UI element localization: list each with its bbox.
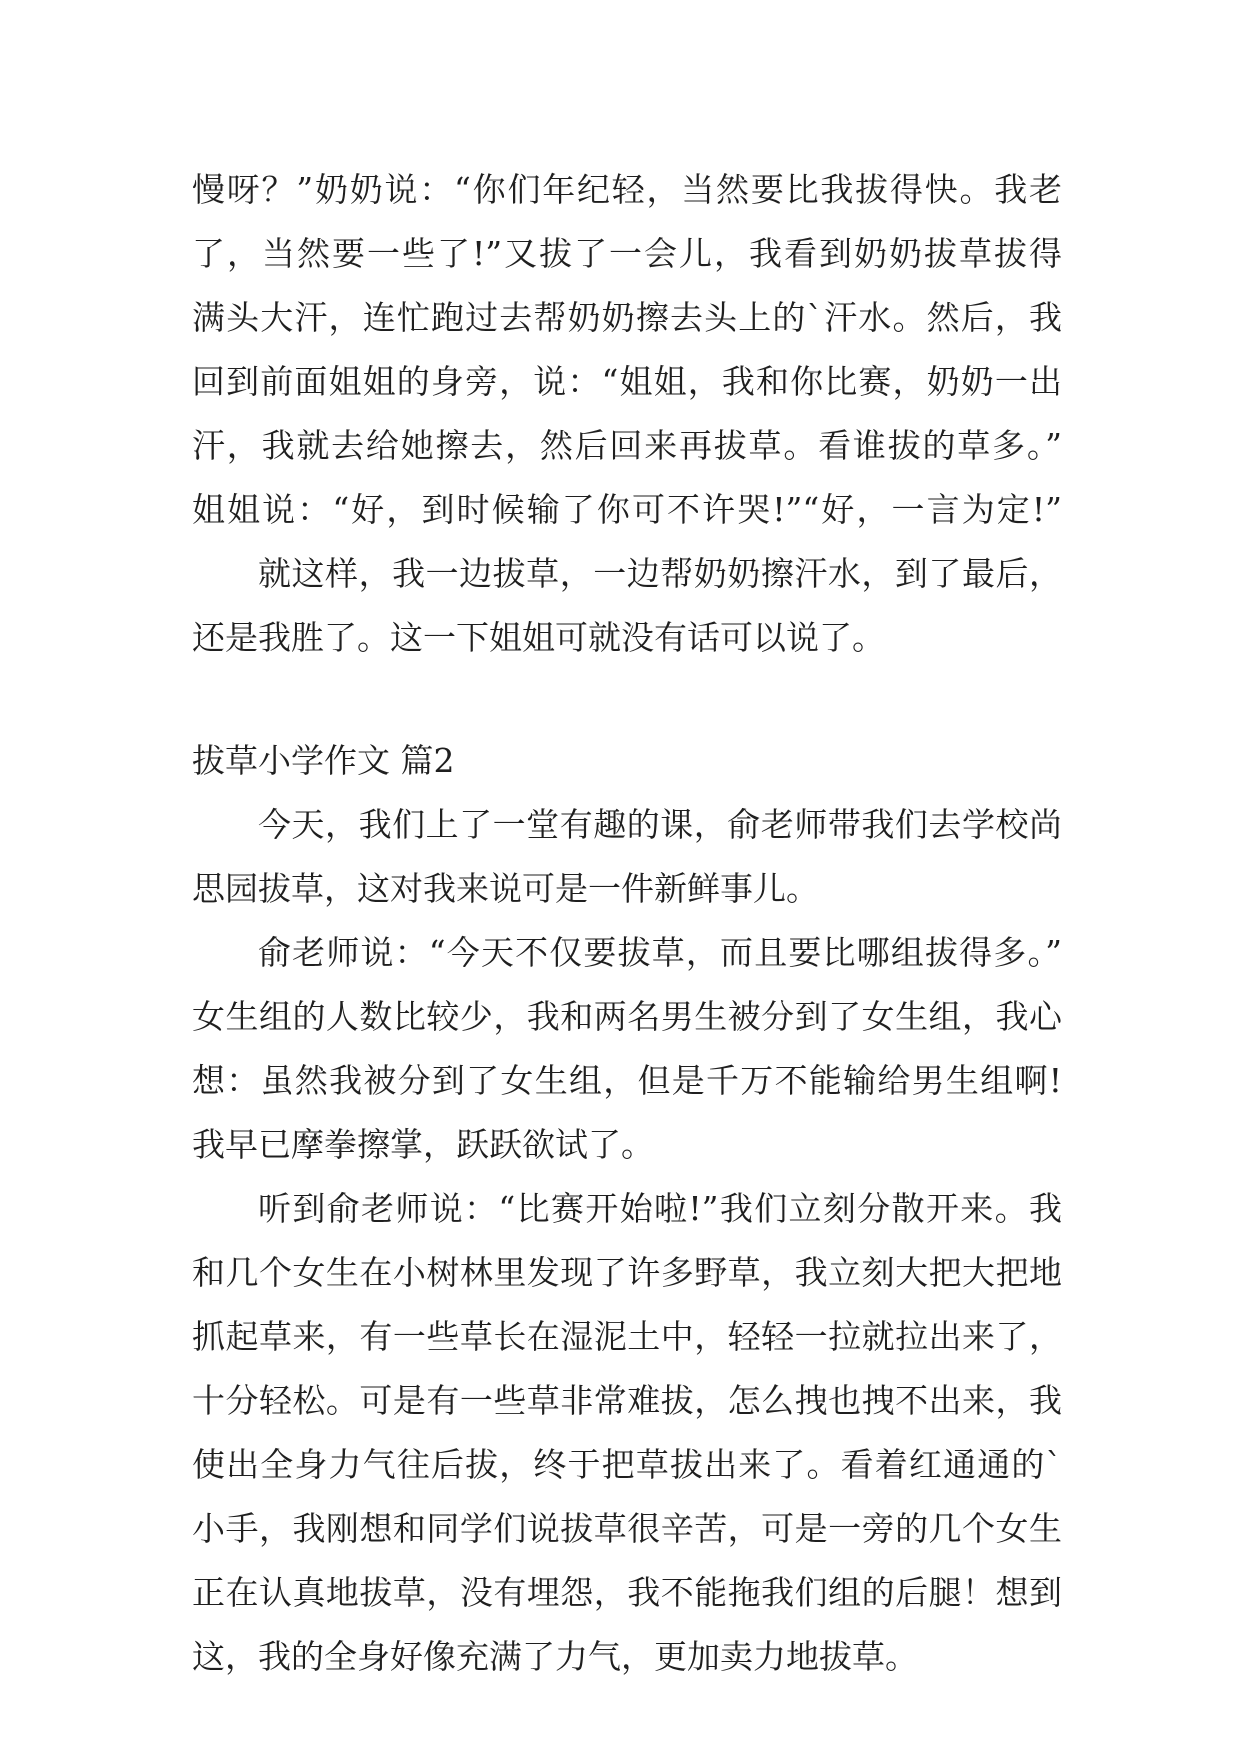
text-line: 这，我的全身好像充满了力气，更加卖力地拔草。 (192, 1637, 918, 1676)
text-line: 就这样，我一边拔草，一边帮奶奶擦汗水，到了最后， (258, 554, 1062, 593)
paragraph-continuation (192, 158, 1062, 542)
text-line: 女生组的人数比较少，我和两名男生被分到了女生组，我心 (192, 997, 1062, 1036)
text-line: 抓起草来，有一些草长在湿泥土中，轻轻一拉就拉出来了， (192, 1317, 1062, 1356)
text-line: 使出全身力气往后拔，终于把草拔出来了。看着红通通的` (192, 1445, 1062, 1484)
text-line: 满头大汗，连忙跑过去帮奶奶擦去头上的`汗水。然后，我 (192, 298, 1062, 337)
text-line: 俞老师说：“今天不仅要拔草，而且要比哪组拔得多。” (258, 933, 1062, 972)
text-line: 汗，我就去给她擦去，然后回来再拔草。看谁拔的草多。” (192, 426, 1062, 465)
text-line: 了，当然要一些了!”又拔了一会儿，我看到奶奶拔草拔得 (192, 234, 1062, 273)
text-line: 回到前面姐姐的身旁，说：“姐姐，我和你比赛，奶奶一出 (192, 362, 1062, 401)
text-line: 姐姐说：“好，到时候输了你可不许哭!”“好，一言为定!” (192, 490, 1062, 529)
text-line: 小手，我刚想和同学们说拔草很辛苦，可是一旁的几个女生 (192, 1509, 1062, 1548)
section-gap (192, 670, 1062, 729)
section-heading: 拔草小学作文 篇2 (192, 741, 455, 780)
text-line: 我早已摩拳擦掌，跃跃欲试了。 (192, 1125, 654, 1164)
document-body (192, 158, 1062, 1689)
text-line: 听到俞老师说：“比赛开始啦!”我们立刻分散开来。我 (258, 1189, 1062, 1228)
paragraph-final (192, 542, 1062, 670)
paragraph-2 (192, 921, 1062, 1177)
text-line: 思园拔草，这对我来说可是一件新鲜事儿。 (192, 869, 819, 908)
text-line: 想：虽然我被分到了女生组，但是千万不能输给男生组啊! (192, 1061, 1062, 1100)
text-line: 还是我胜了。这一下姐姐可就没有话可以说了。 (192, 618, 885, 657)
paragraph-3 (192, 1177, 1062, 1689)
text-line: 慢呀？”奶奶说：“你们年纪轻，当然要比我拔得快。我老 (192, 170, 1062, 209)
text-line: 今天，我们上了一堂有趣的课，俞老师带我们去学校尚 (258, 805, 1062, 844)
text-line: 正在认真地拔草，没有埋怨，我不能拖我们组的后腿！想到 (192, 1573, 1062, 1612)
text-line: 十分轻松。可是有一些草非常难拔，怎么拽也拽不出来，我 (192, 1381, 1062, 1420)
paragraph-1 (192, 793, 1062, 921)
text-line: 和几个女生在小树林里发现了许多野草，我立刻大把大把地 (192, 1253, 1062, 1292)
